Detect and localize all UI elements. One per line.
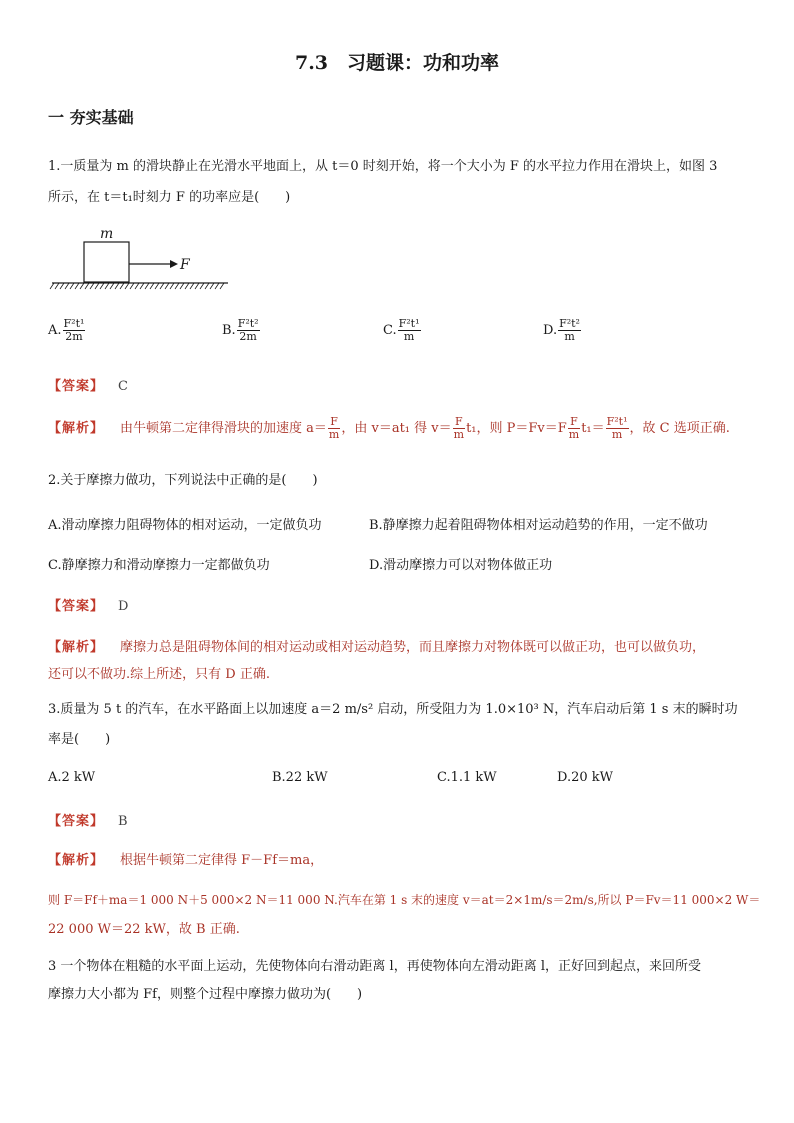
section-heading: 一 夯实基础 — [48, 108, 134, 127]
q2-option-b[interactable]: B.静摩擦力起着阻碍物体相对运动趋势的作用，一定不做功 — [369, 518, 708, 533]
q2-stem: 2.关于摩擦力做功，下列说法中正确的是( ) — [48, 473, 318, 488]
q1-option-c[interactable]: C. $\frac{\text{F²t¹}}{m}$ — [383, 317, 420, 343]
q1-option-a[interactable]: A. $\frac{\text{F²t¹}}{2m}$ — [48, 317, 85, 343]
page-title: 7.3 习题课：功和功率 — [294, 52, 500, 74]
q3-analysis-line3: 22 000 W＝22 kW，故 B 正确. — [48, 922, 240, 937]
q4-stem-line1: 3 一个物体在粗糙的水平面上运动，先使物体向右滑动距离 l，再使物体向左滑动距离 l，正好回到起点，来回所受 — [48, 959, 701, 974]
q1-option-d[interactable]: D. $\frac{\text{F²t²}}{m}$ — [543, 317, 580, 343]
q3-stem-line2: 率是( ) — [48, 732, 111, 747]
q2-option-c[interactable]: C.静摩擦力和滑动摩擦力一定都做负功 — [48, 558, 270, 573]
q2-answer: 【答案】 D — [48, 599, 129, 614]
q2-analysis-line1: 【解析】 摩擦力总是阻碍物体间的相对运动或相对运动趋势，而且摩擦力对物体既可以做正功，也可以做负功， — [48, 640, 706, 655]
q3-answer: 【答案】 B — [48, 814, 128, 829]
q1-block-diagram — [48, 222, 238, 294]
q3-option-b[interactable]: B.22 kW — [272, 770, 328, 785]
q1-option-b[interactable]: B. $\frac{\text{F²t²}}{2m}$ — [222, 317, 259, 343]
q3-analysis-line1: 【解析】 根据牛顿第二定律得 F－Ff＝ma， — [48, 853, 324, 868]
fig-force-label: F — [180, 257, 190, 273]
q3-analysis-line2: 则 F＝Ff＋ma＝1 000 N＋5 000×2 N＝11 000 N.汽车在第 1 s 末的速度 v＝at＝2×1m/s＝2m/s,所以 P＝Fv＝11 000×2 W＝ — [48, 893, 761, 907]
q3-option-d[interactable]: D.20 kW — [557, 770, 614, 785]
q3-stem-line1: 3.质量为 5 t 的汽车，在水平路面上以加速度 a＝2 m/s² 启动，所受阻力为 1.0×10³ N，汽车启动后第 1 s 末的瞬时功 — [48, 702, 738, 717]
q2-analysis-line2: 还可以不做功.综上所述，只有 D 正确. — [48, 667, 270, 682]
block-shape — [84, 242, 129, 282]
q4-stem-line2: 摩擦力大小都为 Ff，则整个过程中摩擦力做功为( ) — [48, 987, 363, 1002]
q1-analysis: 【解析】 由牛顿第二定律得滑块的加速度 a＝ $\frac{F}{m}$ ，由 v＝at₁ 得 v＝ $\frac{F}{m}$ t₁，则 P＝Fv＝F $\frac{F}{m}$ t₁＝ $\frac{\text{F²t¹}}{m}$ ，故 C 选项正确. — [48, 415, 730, 441]
q1-stem-line2: 所示，在 t＝t₁时刻力 F 的功率应是( ) — [48, 190, 291, 205]
q3-option-a[interactable]: A.2 kW — [48, 770, 96, 785]
fig-mass-label: m — [100, 226, 114, 242]
q1-stem-line1: 1.一质量为 m 的滑块静止在光滑水平地面上，从 t＝0 时刻开始，将一个大小为 F 的水平拉力作用在滑块上，如图 3 — [48, 159, 718, 174]
force-arrowhead — [170, 260, 178, 268]
q1-answer: 【答案】 C — [48, 379, 128, 394]
q2-option-d[interactable]: D.滑动摩擦力可以对物体做正功 — [369, 558, 553, 573]
q2-option-a[interactable]: A.滑动摩擦力阻碍物体的相对运动，一定做负功 — [48, 518, 322, 533]
q3-option-c[interactable]: C.1.1 kW — [437, 770, 497, 785]
ground-hatching — [50, 283, 224, 289]
